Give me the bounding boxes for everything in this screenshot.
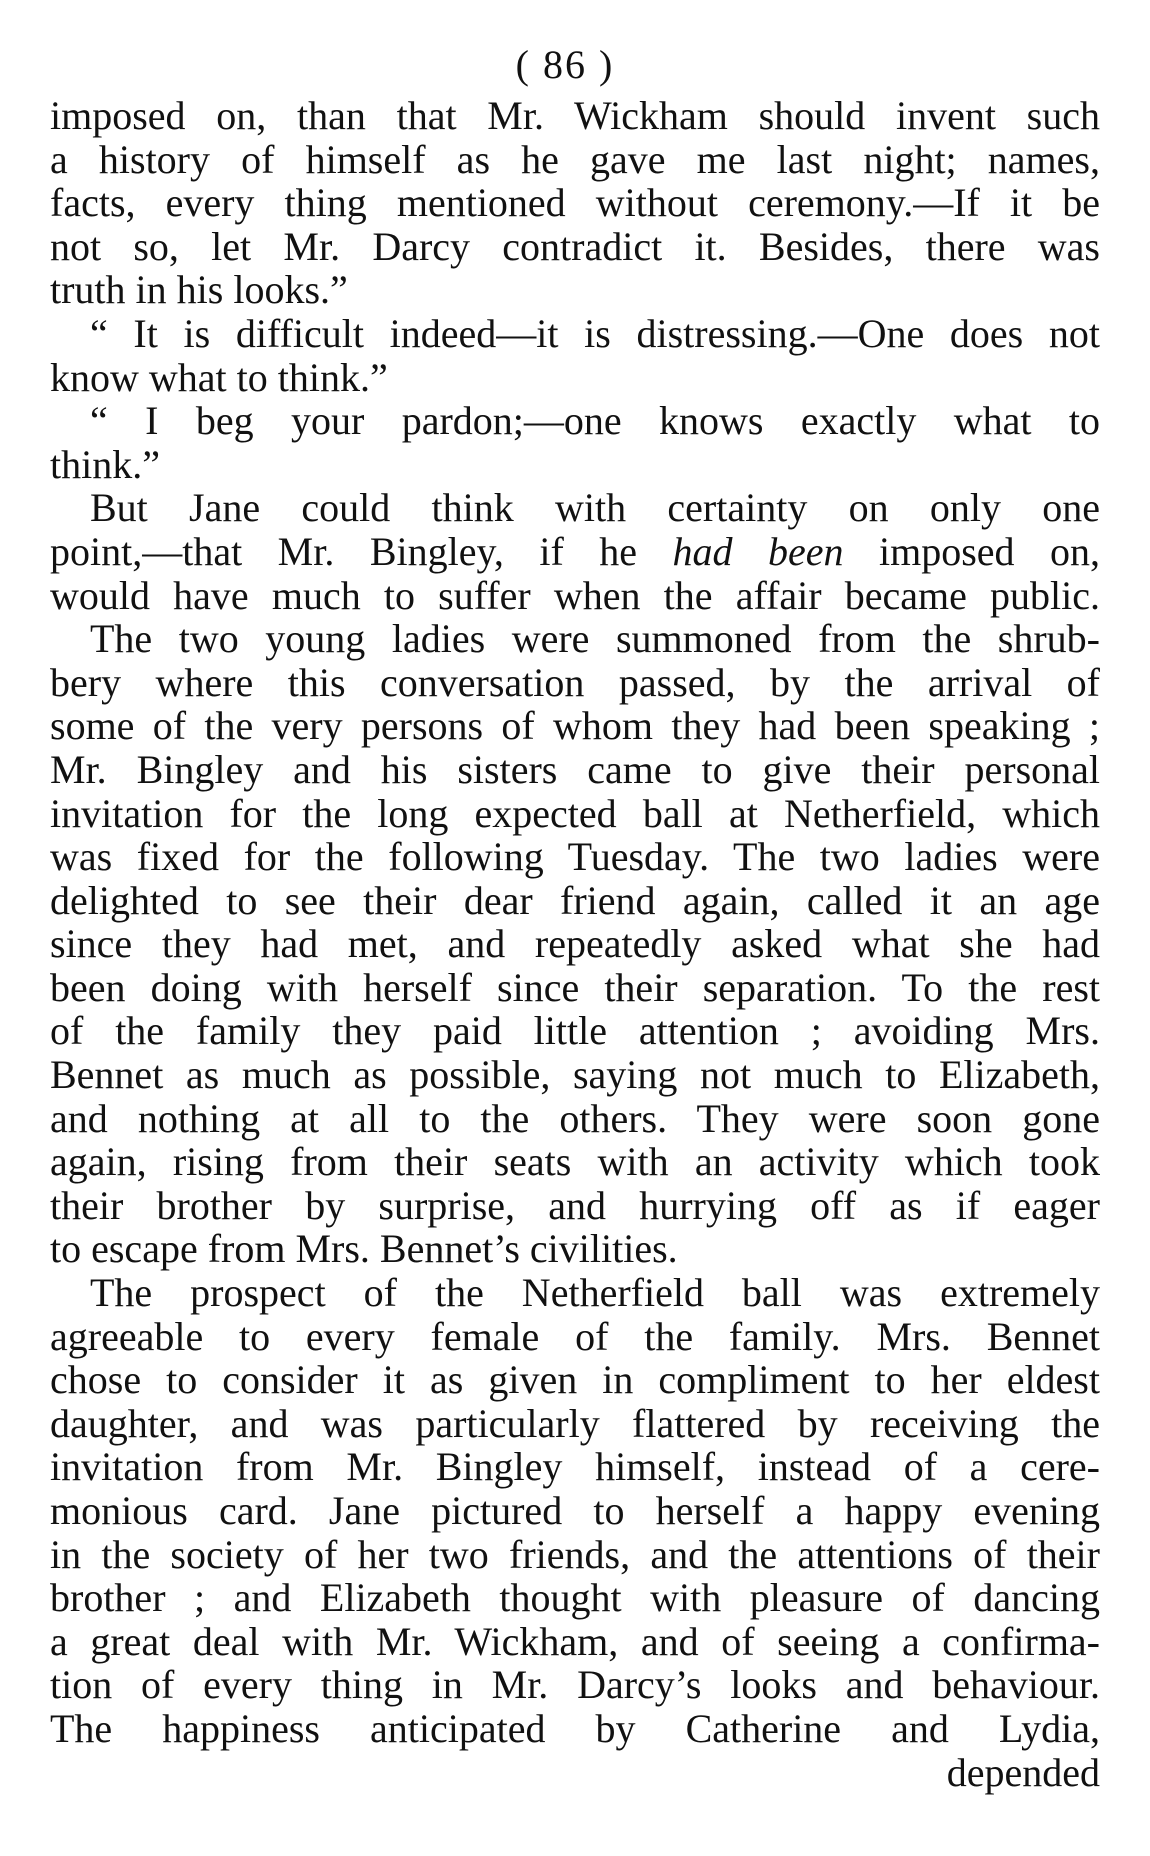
text-line: know what to think.” xyxy=(50,354,388,400)
page-number: ( 86 ) xyxy=(515,42,615,87)
text-line: facts, every thing mentioned without ceremony.—If it be xyxy=(50,180,1100,226)
text-line: some of the very persons of whom they had been speaking ; xyxy=(50,703,1100,749)
text-line: was fixed for the following Tuesday. The two ladies were xyxy=(50,834,1100,880)
text-line: again, rising from their seats with an activity which took xyxy=(50,1139,1100,1185)
text-segment: point,—that Mr. Bingley, if he xyxy=(50,528,638,574)
text-line: been doing with herself since their separation. To the rest xyxy=(50,964,1100,1010)
text-line: The two young ladies were summoned from the shrub- xyxy=(90,616,1100,662)
text-line: since they had met, and repeatedly asked what she had xyxy=(50,921,1100,967)
text-line: a great deal with Mr. Wickham, and of seeing a confirma- xyxy=(50,1618,1100,1664)
text-line: “ I beg your pardon;—one knows exactly what to xyxy=(90,398,1100,444)
text-line: would have much to suffer when the affair became public. xyxy=(50,572,1100,618)
text-line: think.” xyxy=(50,441,160,487)
text-line: Bennet as much as possible, saying not much to Elizabeth, xyxy=(50,1052,1100,1098)
text-line: to escape from Mrs. Bennet’s civilities. xyxy=(50,1226,678,1272)
text-line: invitation for the long expected ball at Netherfield, which xyxy=(50,790,1100,836)
text-line: a history of himself as he gave me last night; names, xyxy=(50,136,1100,182)
text-line: daughter, and was particularly flattered by receiving the xyxy=(50,1400,1100,1446)
text-segment: imposed on, xyxy=(879,528,1101,574)
text-line: in the society of her two friends, and the attentions of their xyxy=(50,1531,1100,1577)
text-line: and nothing at all to the others. They were soon gone xyxy=(50,1095,1100,1141)
text-line: “ It is difficult indeed—it is distressing.—One does not xyxy=(90,310,1100,356)
italic-phrase: had been xyxy=(672,528,844,574)
text-line: their brother by surprise, and hurrying off as if eager xyxy=(50,1182,1100,1228)
text-line: Mr. Bingley and his sisters came to give their personal xyxy=(50,746,1100,792)
text-line: monious card. Jane pictured to herself a happy evening xyxy=(50,1488,1100,1533)
text-line: bery where this conversation passed, by the arrival of xyxy=(50,659,1100,705)
text-line: not so, let Mr. Darcy contradict it. Besides, there was xyxy=(50,223,1100,269)
text-line: truth in his looks.” xyxy=(50,267,348,313)
text-line: delighted to see their dear friend again, called it an age xyxy=(50,877,1100,923)
text-line: The prospect of the Netherfield ball was extremely xyxy=(90,1270,1100,1316)
text-line: tion of every thing in Mr. Darcy’s looks and behaviour. xyxy=(50,1662,1100,1708)
text-line: imposed on, than that Mr. Wickham should invent such xyxy=(50,93,1100,138)
text-line: The happiness anticipated by Catherine and Lydia, xyxy=(50,1705,1100,1751)
catchword: depended xyxy=(946,1749,1100,1795)
text-line: of the family they paid little attention ; avoiding Mrs. xyxy=(50,1008,1100,1054)
text-line-with-italic xyxy=(50,530,1100,574)
book-page xyxy=(50,36,1100,1794)
body-text xyxy=(50,94,1100,1794)
text-line: brother ; and Elizabeth thought with pleasure of dancing xyxy=(50,1575,1100,1621)
text-line: agreeable to every female of the family. Mrs. Bennet xyxy=(50,1313,1100,1359)
text-line: chose to consider it as given in compliment to her eldest xyxy=(50,1357,1100,1403)
text-line: invitation from Mr. Bingley himself, instead of a cere- xyxy=(50,1444,1100,1490)
text-line: But Jane could think with certainty on only one xyxy=(90,485,1100,531)
